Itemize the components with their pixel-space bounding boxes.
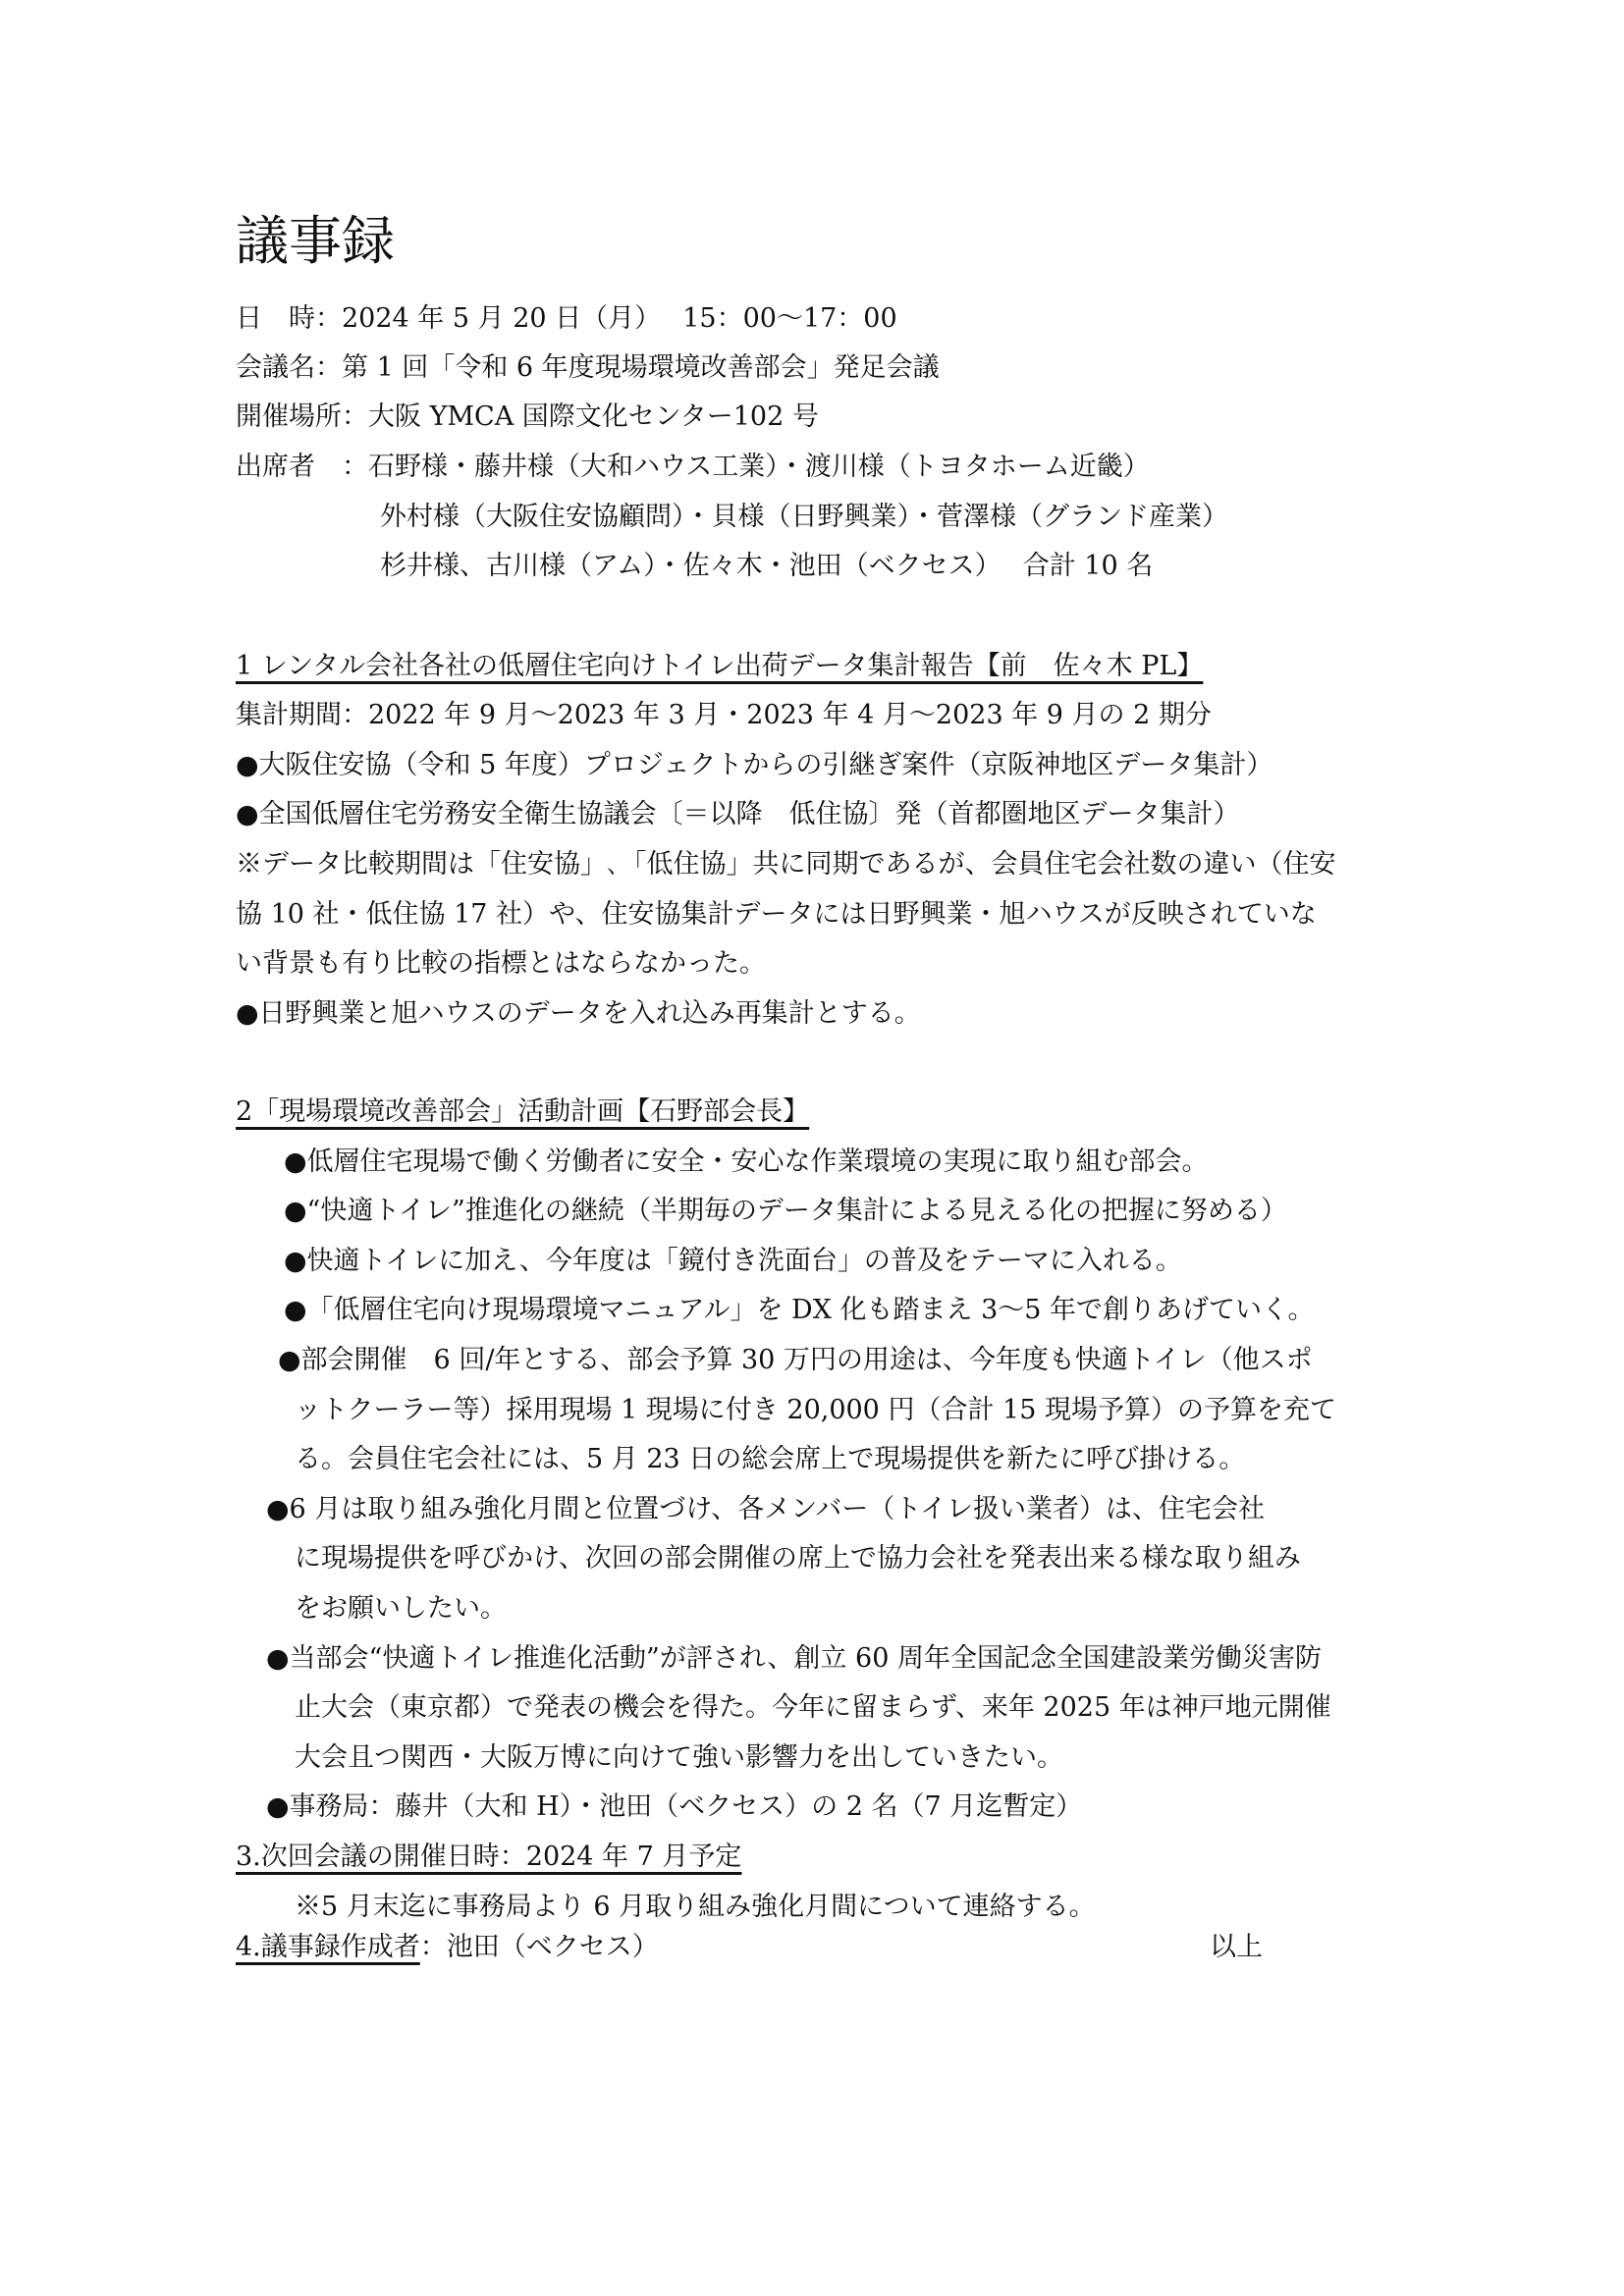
section-2-line: ●事務局：藤井（大和 H）・池田（ベクセス）の 2 名（7 月迄暫定） bbox=[266, 1791, 1083, 1822]
section-2-line: ●部会開催 6 回/年とする、部会予算 30 万円の用途は、今年度も快適トイレ（他スポ bbox=[278, 1345, 1313, 1375]
section-3-heading: 3.次回会議の開催日時：2024 年 7 月予定 bbox=[236, 1842, 742, 1872]
section-2-line: 止大会（東京都）で発表の機会を得た。今年に留まらず、来年 2025 年は神戸地元開催 bbox=[295, 1692, 1331, 1723]
section-1-line: 協 10 社・低住協 17 社）や、住安協集計データには日野興業・旭ハウスが反映されていな bbox=[236, 899, 1317, 930]
section-1-line: ●日野興業と旭ハウスのデータを入れ込み再集計とする。 bbox=[236, 998, 921, 1029]
section-2-line: ●低層住宅現場で働く労働者に安全・安心な作業環境の実現に取り組む部会。 bbox=[284, 1147, 1209, 1177]
section-2-line: ●快適トイレに加え、今年度は「鏡付き洗面台」の普及をテーマに入れる。 bbox=[284, 1246, 1182, 1276]
section-4-heading bbox=[236, 1930, 659, 1965]
section-1-line: ●全国低層住宅労務安全衛生協議会〔＝以降 低住協〕発（首都圏地区データ集計） bbox=[236, 799, 1240, 829]
section-1-line: ●大阪住安協（令和 5 年度）プロジェクトからの引継ぎ案件（京阪神地区データ集計） bbox=[236, 750, 1273, 780]
section-2-heading: 2「現場環境改善部会」活動計画【石野部会長】 bbox=[236, 1096, 810, 1127]
section-4-label: 4.議事録作成者 bbox=[236, 1932, 420, 1962]
meeting-name: 会議名：第 1 回「令和 6 年度現場環境改善部会」発足会議 bbox=[236, 352, 940, 383]
section-2-line: ●「低層住宅向け現場環境マニュアル」を DX 化も踏まえ 3～5 年で創りあげていく。 bbox=[284, 1295, 1315, 1325]
section-2-line: をお願いしたい。 bbox=[295, 1593, 507, 1624]
section-1-line: 集計期間：2022 年 9 月～2023 年 3 月・2023 年 4 月～2023 年 9 月の 2 期分 bbox=[236, 700, 1212, 730]
section-3-note: ※5 月末迄に事務局より 6 月取り組み強化月間について連絡する。 bbox=[295, 1892, 1096, 1922]
section-1-line: ※データ比較期間は「住安協」､「低住協」共に同期であるが、会員住宅会社数の違い（住安 bbox=[236, 849, 1336, 880]
section-2-line: ●6 月は取り組み強化月間と位置づけ、各メンバー（トイレ扱い業者）は、住宅会社 bbox=[266, 1494, 1265, 1524]
section-2-line: ットクーラー等）採用現場 1 現場に付き 20,000 円（合計 15 現場予算）の予算を充て bbox=[295, 1395, 1336, 1425]
meeting-venue: 開催場所：大阪 YMCA 国際文化センター102 号 bbox=[236, 401, 819, 432]
page-title: 議事録 bbox=[236, 210, 395, 272]
attendees-line-3: 杉井様、古川様（アム）・佐々木・池田（ベクセス） 合計 10 名 bbox=[380, 551, 1154, 581]
attendees-line-2: 外村様（大阪住安協顧問）・貝様（日野興業）・菅澤様（グランド産業） bbox=[380, 502, 1228, 532]
section-2-line: ●当部会“快適トイレ推進化活動”が評され、創立 60 周年全国記念全国建設業労働災害防 bbox=[266, 1643, 1322, 1674]
attendees-line-1: 出席者 ：石野様・藤井様（大和ハウス工業）・渡川様（トヨタホーム近畿） bbox=[236, 452, 1150, 482]
meeting-datetime: 日 時：2024 年 5 月 20 日（月） 15：00～17：00 bbox=[236, 303, 897, 334]
section-2-line: 大会且つ関西・大阪万博に向けて強い影響力を出していきたい。 bbox=[295, 1742, 1063, 1773]
section-1-line: い背景も有り比較の指標とはならなかった。 bbox=[236, 948, 766, 979]
section-2-line: ●“快適トイレ”推進化の継続（半期毎のデータ集計による見える化の把握に努める） bbox=[284, 1196, 1287, 1226]
closing-mark: 以上 bbox=[1210, 1932, 1263, 1962]
section-4-value: ：池田（ベクセス） bbox=[419, 1932, 659, 1962]
section-1-heading: 1 レンタル会社各社の低層住宅向けトイレ出荷データ集計報告【前 佐々木 PL】 bbox=[236, 651, 1204, 681]
section-2-line: る。会員住宅会社には、5 月 23 日の総会席上で現場提供を新たに呼び掛ける。 bbox=[295, 1444, 1246, 1474]
section-2-line: に現場提供を呼びかけ、次回の部会開催の席上で協力会社を発表出来る様な取り組み bbox=[295, 1543, 1301, 1574]
